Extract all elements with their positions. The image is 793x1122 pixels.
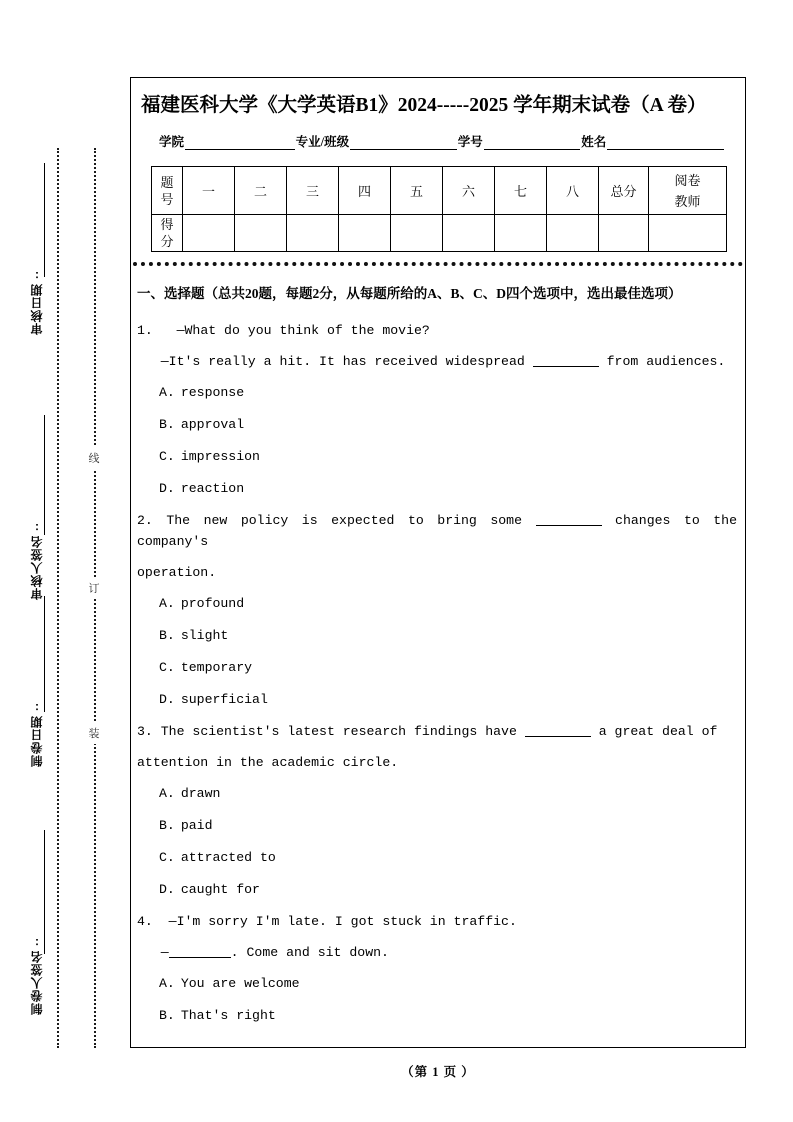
question-3-option-b-text: paid [180, 818, 213, 833]
score-cell-2[interactable] [235, 215, 287, 252]
total-score-header: 总分 [599, 167, 649, 215]
question-block-1 [137, 320, 737, 499]
question-1-line-1 [137, 320, 737, 341]
question-1-option-d-key: D. [159, 481, 175, 496]
score-stub-char-1: 得 [160, 217, 174, 232]
question-3-text-1a: The scientist's latest research findings have [160, 724, 517, 739]
question-1-line-2 [137, 351, 737, 372]
printer-signature-label: 制卷人签名: [30, 935, 44, 1015]
score-cell-5[interactable] [391, 215, 443, 252]
question-block-4 [137, 911, 737, 1026]
question-column-7: 七 [495, 167, 547, 215]
question-3-text-1b: a great deal of [598, 724, 718, 739]
question-column-2: 二 [235, 167, 287, 215]
question-1-option-b-key: B. [159, 417, 175, 432]
score-stub-char-2: 分 [160, 234, 174, 249]
review-date-label: 审核日期: [30, 268, 44, 335]
question-2-answer-blank[interactable] [536, 525, 602, 526]
question-3-line-1 [137, 721, 737, 742]
grader-header [649, 167, 727, 215]
grader-cell[interactable] [649, 215, 727, 252]
reviewer-signature-label: 审核人签名: [30, 520, 44, 600]
college-input[interactable] [185, 136, 295, 150]
question-4-option-a-key: A. [159, 976, 175, 991]
question-4-line-1 [137, 911, 737, 932]
question-1-text-2a: —It's really a hit. It has received widespread [160, 354, 525, 369]
question-4-number: 4. [137, 914, 153, 929]
question-2-option-a-text: profound [180, 596, 245, 611]
score-cell-3[interactable] [287, 215, 339, 252]
question-block-2 [137, 510, 737, 710]
student-info-row [159, 132, 725, 150]
question-2-option-b[interactable] [159, 625, 737, 646]
major-class-input[interactable] [350, 136, 457, 150]
fold-mark-bind: 订 [84, 577, 104, 599]
question-3-number: 3. [137, 724, 153, 739]
question-3-option-a-text: drawn [180, 786, 221, 801]
question-1-option-c-text: impression [180, 449, 260, 464]
question-3-answer-blank[interactable] [525, 736, 591, 737]
question-4-line-2 [137, 942, 737, 963]
print-date-label: 制卷日期: [30, 700, 44, 767]
student-name-label: 姓名 [581, 135, 607, 149]
question-1-option-a-text: response [180, 385, 245, 400]
score-cell-1[interactable] [183, 215, 235, 252]
question-1-text-2b: from audiences. [606, 354, 726, 369]
question-column-3: 三 [287, 167, 339, 215]
question-2-option-c[interactable] [159, 657, 737, 678]
question-2-option-d[interactable] [159, 689, 737, 710]
question-2-option-a[interactable] [159, 593, 737, 614]
question-column-4: 四 [339, 167, 391, 215]
binding-margin [0, 0, 130, 1122]
question-2-option-d-text: superficial [180, 692, 268, 707]
score-table [151, 166, 727, 252]
question-1-answer-blank[interactable] [533, 366, 599, 367]
score-cell-4[interactable] [339, 215, 391, 252]
question-3-option-c[interactable] [159, 847, 737, 868]
question-3-option-a[interactable] [159, 783, 737, 804]
question-number-stub-char-1: 题 [160, 174, 174, 190]
student-name-input[interactable] [607, 136, 724, 150]
question-1-option-b-text: approval [180, 417, 245, 432]
question-3-option-d[interactable] [159, 879, 737, 900]
table-row-question-numbers [152, 167, 727, 215]
question-4-text-1: —I'm sorry I'm late. I got stuck in traffic. [168, 914, 517, 929]
question-2-option-d-key: D. [159, 692, 175, 707]
question-3-option-c-key: C. [159, 850, 175, 865]
score-cell-6[interactable] [443, 215, 495, 252]
page-footer [130, 1062, 746, 1080]
page-indicator: （第 1 页 ） [401, 1065, 475, 1079]
score-stub [152, 215, 183, 252]
college-label: 学院 [159, 135, 185, 149]
paper-body [137, 282, 737, 1026]
student-id-input[interactable] [484, 136, 580, 150]
question-column-6: 六 [443, 167, 495, 215]
question-1-option-a-key: A. [159, 385, 175, 400]
major-class-label: 专业/班级 [295, 135, 350, 149]
question-2-line-1 [137, 510, 737, 552]
grader-header-line-2: 教师 [674, 193, 701, 209]
question-block-3 [137, 721, 737, 900]
question-3-option-b[interactable] [159, 815, 737, 836]
question-3-option-c-text: attracted to [180, 850, 276, 865]
student-id-label: 学号 [457, 135, 483, 149]
table-row-scores [152, 215, 727, 252]
grader-header-line-1: 阅卷 [674, 172, 701, 188]
question-4-answer-blank[interactable] [169, 957, 231, 958]
question-3-option-d-text: caught for [180, 882, 260, 897]
question-column-5: 五 [391, 167, 443, 215]
binding-dotted-line-inner [57, 148, 59, 1048]
question-4-dash: — [160, 945, 169, 960]
review-date-rule [44, 163, 45, 277]
question-2-option-b-key: B. [159, 628, 175, 643]
question-1-number: 1. [137, 323, 153, 338]
total-score-cell[interactable] [599, 215, 649, 252]
question-4-text-2b: . Come and sit down. [230, 945, 389, 960]
question-1-option-b[interactable] [159, 414, 737, 435]
score-cell-7[interactable] [495, 215, 547, 252]
question-1-option-d-text: reaction [180, 481, 245, 496]
score-table-wrapper [151, 166, 745, 252]
question-number-stub [152, 167, 183, 215]
section-heading-multiple-choice: 一、选择题（总共20题，每题2分，从每题所给的A、B、C、D四个选项中，选出最佳选项） [137, 286, 682, 301]
exam-paper-frame [130, 77, 746, 1048]
section-divider [133, 262, 743, 266]
question-2-text-1a: The new policy is expected to bring some [166, 513, 523, 528]
question-1-option-c[interactable] [159, 446, 737, 467]
question-4-option-b[interactable] [159, 1005, 737, 1026]
question-number-stub-char-2: 号 [160, 191, 174, 207]
question-1-option-d[interactable] [159, 478, 737, 499]
question-4-option-b-text: That's right [180, 1008, 276, 1023]
page-title: 福建医科大学《大学英语B1》2024-----2025 学年期末试卷（A 卷） [141, 95, 707, 116]
question-column-8: 八 [547, 167, 599, 215]
question-1-option-a[interactable] [159, 382, 737, 403]
question-2-option-b-text: slight [180, 628, 229, 643]
question-4-option-a[interactable] [159, 973, 737, 994]
question-3-line-2: attention in the academic circle. [137, 755, 399, 770]
question-4-option-a-text: You are welcome [180, 976, 300, 991]
question-2-option-a-key: A. [159, 596, 175, 611]
fold-mark-line: 线 [84, 447, 104, 469]
question-3-option-b-key: B. [159, 818, 175, 833]
question-column-1: 一 [183, 167, 235, 215]
question-4-option-b-key: B. [159, 1008, 175, 1023]
question-3-option-d-key: D. [159, 882, 175, 897]
question-2-line-2: operation. [137, 565, 217, 580]
question-2-option-c-text: temporary [180, 660, 253, 675]
score-cell-8[interactable] [547, 215, 599, 252]
question-2-text-1b: changes to the company's [137, 513, 738, 549]
reviewer-signature-rule [44, 415, 45, 535]
question-2-number: 2. [137, 513, 153, 528]
question-1-text-1: —What do you think of the movie? [176, 323, 430, 338]
question-1-option-c-key: C. [159, 449, 175, 464]
fold-mark-wrap: 装 [84, 722, 104, 744]
question-3-option-a-key: A. [159, 786, 175, 801]
print-date-rule [44, 596, 45, 712]
question-2-option-c-key: C. [159, 660, 175, 675]
